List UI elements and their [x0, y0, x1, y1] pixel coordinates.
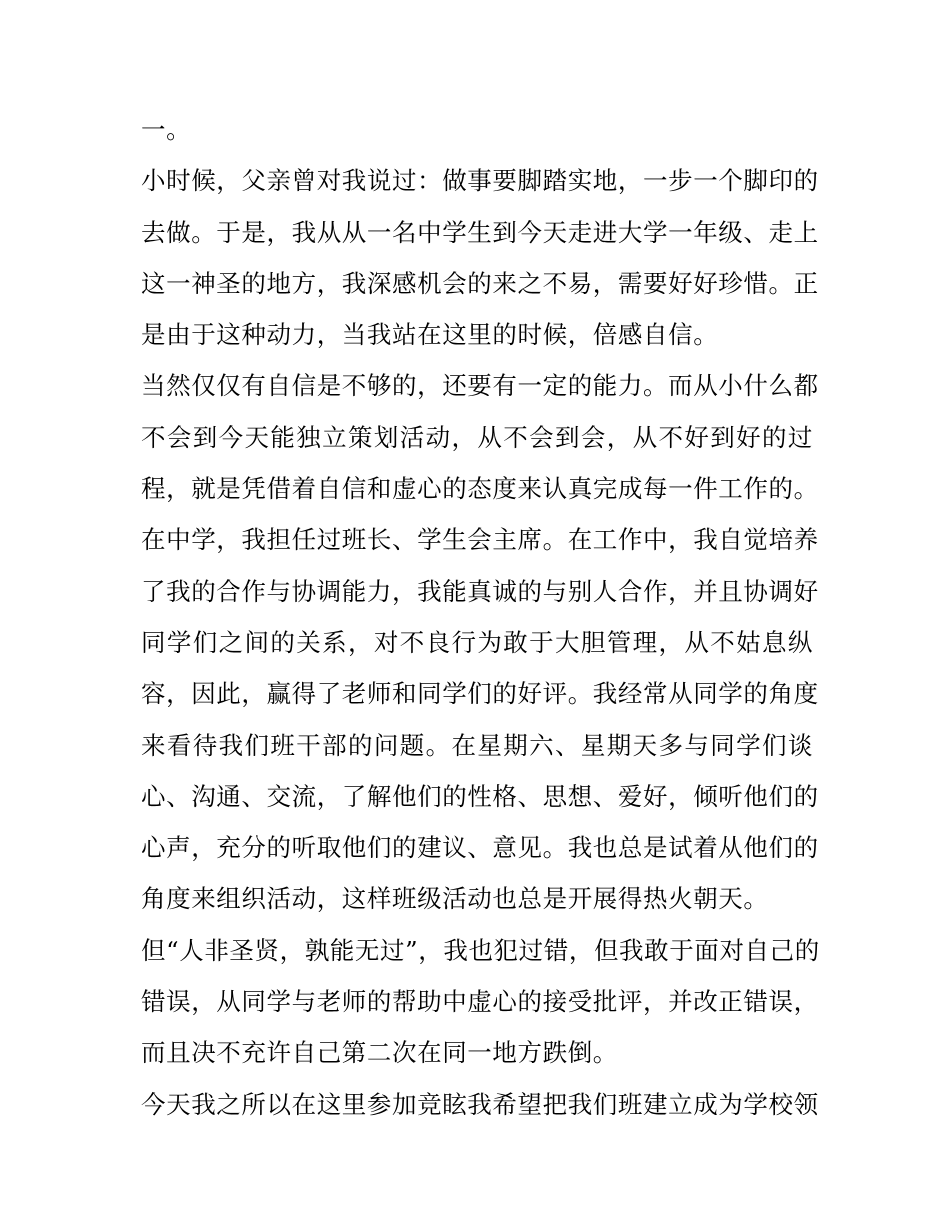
- text-line: 了我的合作与协调能力，我能真诚的与别人合作，并且协调好: [141, 576, 819, 606]
- text-line: 今天我之所以在这里参加竞眩我希望把我们班建立成为学校领: [141, 1089, 819, 1119]
- text-line: 程，就是凭借着自信和虚心的态度来认真完成每一件工作的。: [141, 474, 819, 504]
- paragraph: [141, 360, 819, 514]
- text-line: 一。: [141, 115, 192, 144]
- text-line: 不会到今天能独立策划活动，从不会到会，从不好到好的过: [141, 422, 813, 452]
- text-line: 当然仅仅有自信是不够的，还要有一定的能力。而从小什么都: [141, 371, 819, 401]
- document-body: [141, 104, 820, 1130]
- text-line: 在中学，我担任过班长、学生会主席。在工作中，我自觉培养: [141, 525, 819, 555]
- paragraph: [141, 104, 813, 155]
- paragraph: [141, 514, 819, 924]
- paragraph: [141, 1079, 819, 1130]
- text-line: 心声，充分的听取他们的建议、意见。我也总是试着从他们的: [141, 833, 819, 863]
- text-line: 容，因此，赢得了老师和同学们的好评。我经常从同学的角度: [141, 679, 819, 709]
- paragraph: [141, 155, 819, 360]
- text-line: 小时候，父亲曾对我说过：做事要脚踏实地，一步一个脚印的: [141, 166, 819, 196]
- text-line: 去做。于是，我从从一名中学生到今天走进大学一年级、走上: [141, 217, 819, 247]
- text-line: 这一神圣的地方，我深感机会的来之不易，需要好好珍惜。正: [141, 268, 819, 298]
- text-line: 是由于这种动力，当我站在这里的时候，倍感自信。: [141, 320, 719, 350]
- text-line: 来看待我们班干部的问题。在星期六、星期天多与同学们谈: [141, 730, 813, 760]
- text-line: 同学们之间的关系，对不良行为敢于大胆管理，从不姑息纵: [141, 627, 813, 657]
- text-line: 错误，从同学与老师的帮助中虚心的接受批评，并改正错误，: [141, 987, 819, 1017]
- paragraph: [141, 925, 820, 1079]
- text-line: 而且决不充许自己第二次在同一地方跌倒。: [141, 1038, 618, 1068]
- text-line: 心、沟通、交流，了解他们的性格、思想、爱好，倾听他们的: [141, 781, 819, 811]
- text-line: 但“人非圣贤，孰能无过”，我也犯过错，但我敢于面对自己的: [141, 935, 820, 965]
- text-line: 角度来组织活动，这样班级活动也总是开展得热火朝天。: [141, 884, 769, 914]
